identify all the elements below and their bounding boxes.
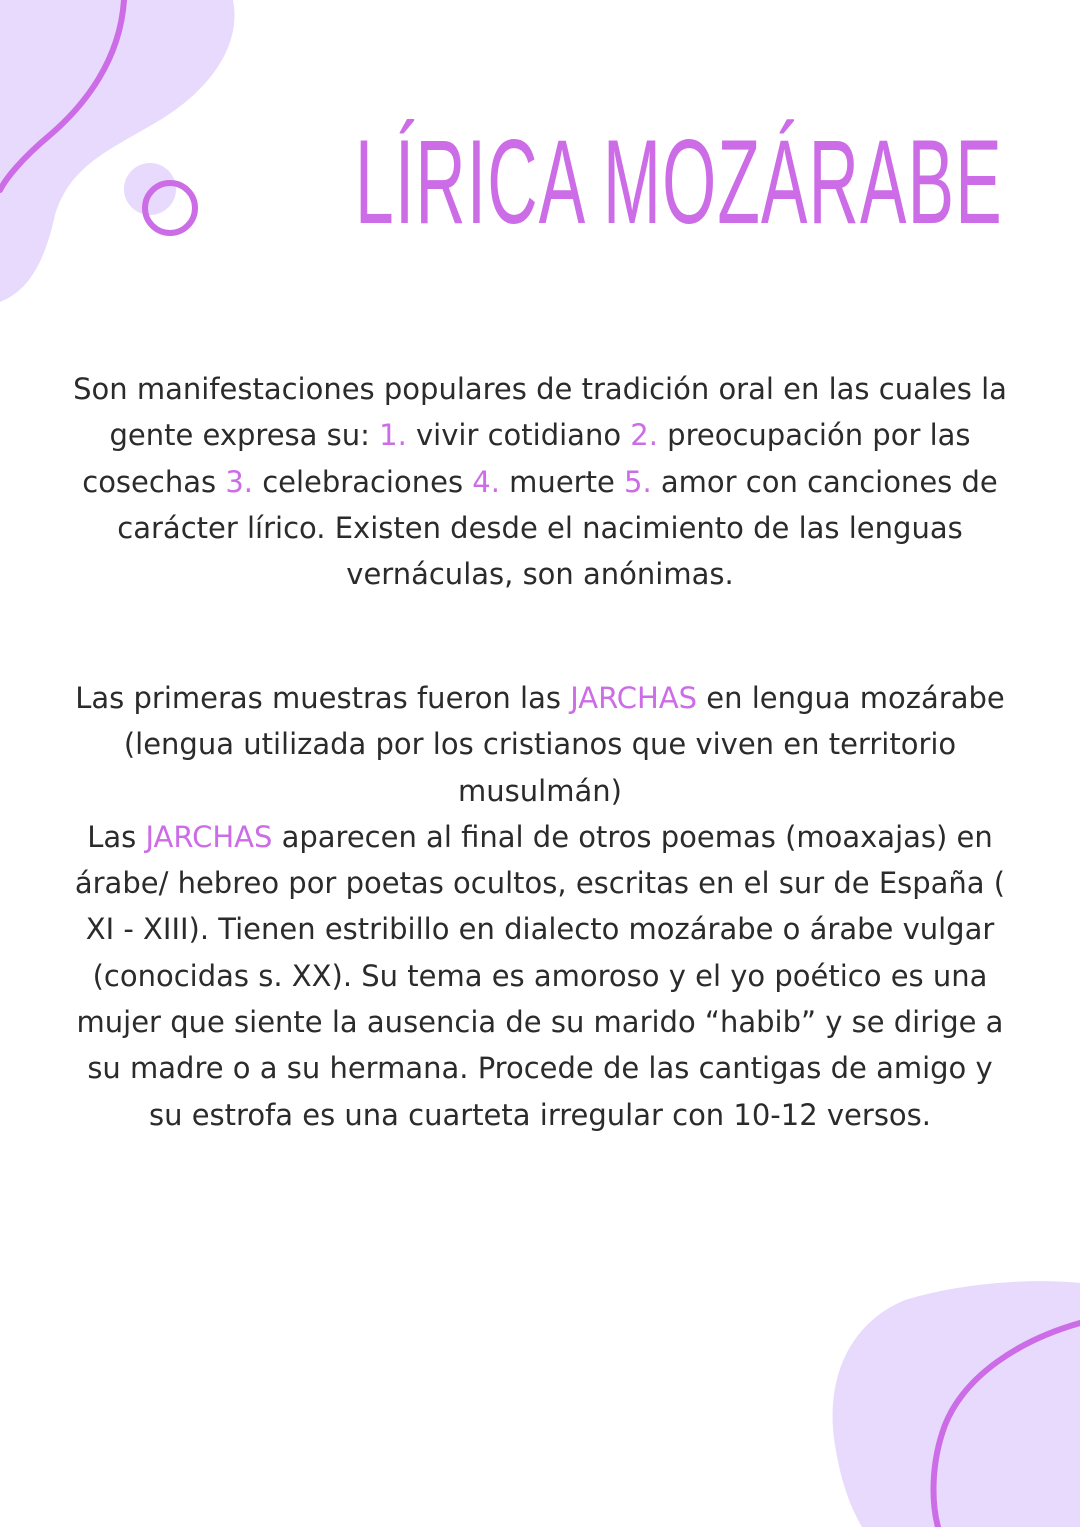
- intro-paragraph: [70, 366, 1010, 597]
- list-number: 5.: [624, 464, 652, 499]
- intro-text: muerte: [499, 464, 625, 499]
- page-title: LÍRICA MOZÁRABE: [355, 115, 1003, 249]
- intro-text: vivir cotidiano: [406, 418, 631, 453]
- intro-text: preocupación por las cosechas: [82, 418, 971, 499]
- jarchas-text: Las primeras muestras fueron las: [75, 681, 571, 715]
- jarchas-text: Las: [87, 819, 146, 854]
- list-number: 3.: [225, 464, 253, 499]
- jarchas-keyword: JARCHAS: [570, 681, 698, 715]
- intro-text: Son manifestaciones populares de tradición oral en las cuales la gente expresa su:: [73, 372, 1007, 453]
- list-number: 4.: [472, 464, 500, 499]
- jarchas-paragraph: [70, 675, 1010, 1138]
- intro-text: amor con canciones de carácter lírico. Existen desde el nacimiento de las lenguas vernáculas, son anónimas.: [117, 464, 998, 592]
- jarchas-text: en lengua mozárabe (lengua utilizada por los cristianos que viven en territorio musulmán): [123, 681, 1005, 808]
- list-number: 2.: [630, 418, 658, 453]
- intro-text: celebraciones: [252, 464, 473, 499]
- jarchas-keyword: JARCHAS: [145, 819, 273, 854]
- list-number: 1.: [379, 418, 407, 453]
- jarchas-text: aparecen al final de otros poemas (moaxajas) en árabe/ hebreo por poetas ocultos, escritas en el sur de España ( XI - XIII). Tienen estribillo en dialecto mozárabe o árabe vulgar (conocidas s. XX). Su tema es amoroso y el yo poético es una mujer que siente la ausencia de su marido “habib” y se dirige a su madre o a su hermana. Procede de las cantigas de amigo y su estrofa es una cuarteta irregular con 10-12 versos.: [74, 819, 1006, 1132]
